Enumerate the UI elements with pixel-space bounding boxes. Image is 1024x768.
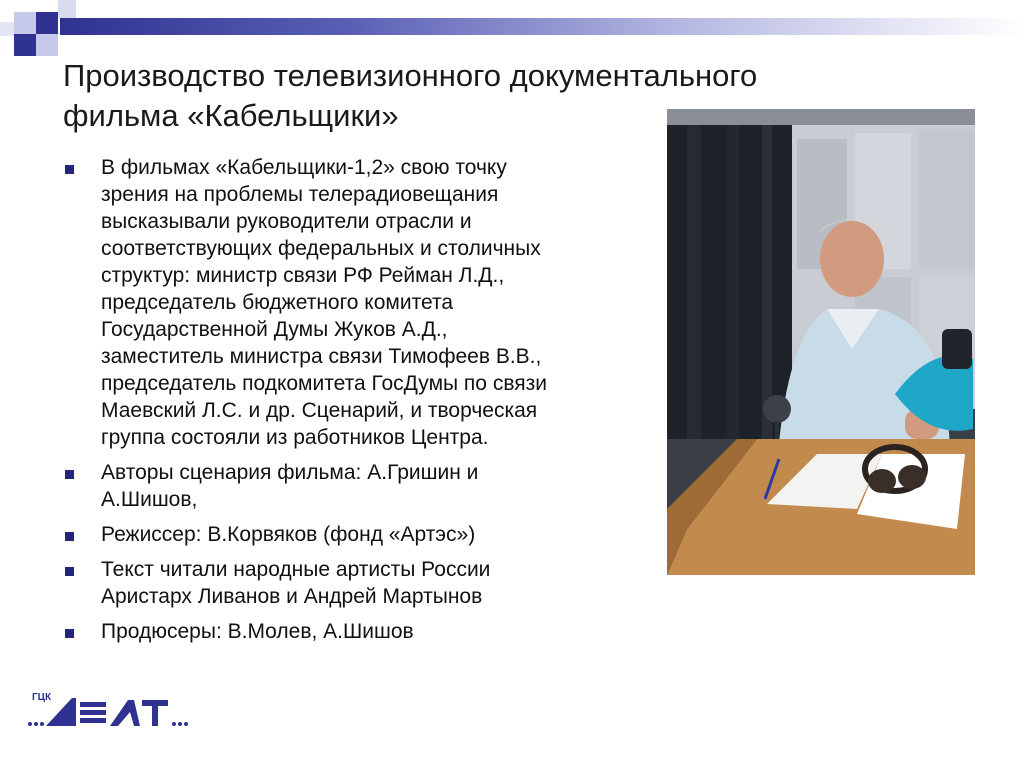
title-line: фильма «Кабельщики» <box>63 98 399 133</box>
header-gradient-bar <box>60 18 1024 35</box>
bullet-line: Авторы сценария фильма: А.Гришин и <box>101 461 479 484</box>
square-bullet-icon <box>65 165 74 174</box>
bullet-item <box>63 154 663 451</box>
bullet-line: А.Шишов, <box>101 488 198 511</box>
bullet-line: Маевский Л.С. и др. Сценарий, и творческая <box>101 399 538 422</box>
bullet-line: Режиссер: В.Корвяков (фонд «Артэс») <box>101 523 476 546</box>
bullet-line: Государственной Думы Жуков А.Д., <box>101 318 448 341</box>
bullet-item <box>63 618 663 645</box>
bullet-line: группа состояли из работников Центра. <box>101 426 489 449</box>
bullet-line: структур: министр связи РФ Рейман Л.Д., <box>101 264 505 287</box>
square-bullet-icon <box>65 629 74 638</box>
bullet-line: заместитель министра связи Тимофеев В.В., <box>101 345 542 368</box>
studio-photo <box>667 109 975 575</box>
bullet-line: зрения на проблемы телерадиовещания <box>101 183 499 206</box>
square-bullet-icon <box>65 470 74 479</box>
bullet-line: высказывали руководители отрасли и <box>101 210 472 233</box>
bullet-line: В фильмах «Кабельщики-1,2» свою точку <box>101 156 507 179</box>
bullet-list <box>63 154 663 653</box>
bullet-line: соответствующих федеральных и столичных <box>101 237 541 260</box>
bullet-line: председатель подкомитета ГосДумы по связи <box>101 372 547 395</box>
bullet-item <box>63 521 663 548</box>
logo-label: ГЦК <box>32 692 52 703</box>
bullet-line: Текст читали народные артисты России <box>101 558 491 581</box>
square-bullet-icon <box>65 532 74 541</box>
bullet-line: председатель бюджетного комитета <box>101 291 454 314</box>
bullet-line: Продюсеры: В.Молев, А.Шишов <box>101 620 414 643</box>
bullet-item <box>63 556 663 610</box>
company-logo <box>24 688 194 736</box>
title-line: Производство телевизионного документального <box>63 58 758 93</box>
bullet-item <box>63 459 663 513</box>
bullet-line: Аристарх Ливанов и Андрей Мартынов <box>101 585 483 608</box>
square-bullet-icon <box>65 567 74 576</box>
